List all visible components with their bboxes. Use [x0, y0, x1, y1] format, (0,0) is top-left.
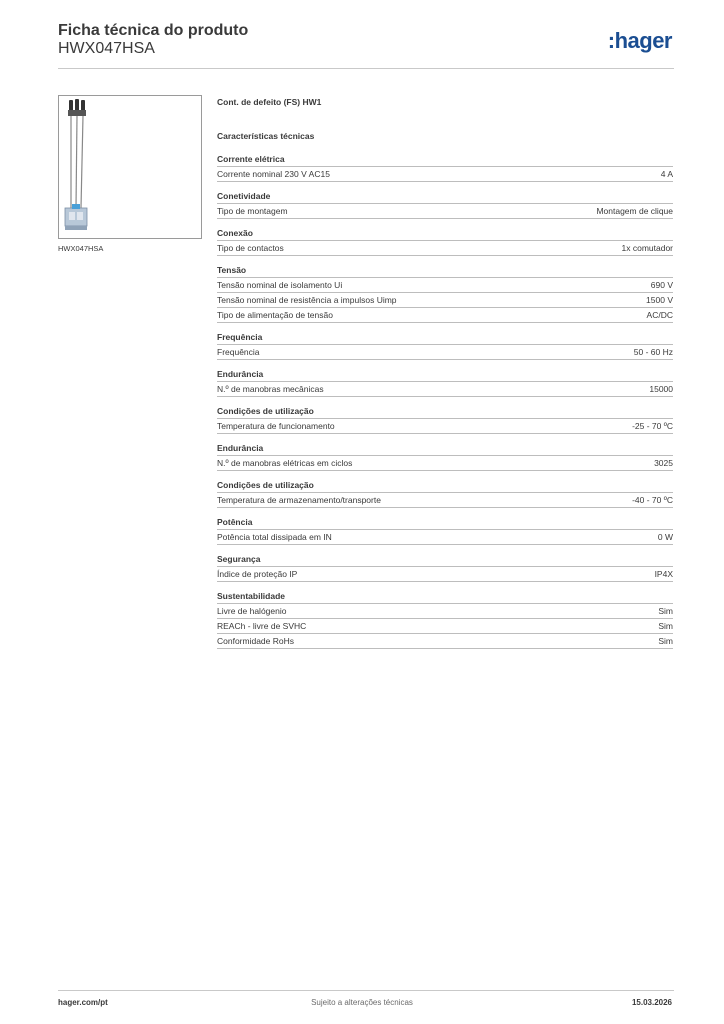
footer-disclaimer: Sujeito a alterações técnicas [311, 998, 413, 1007]
spec-section [217, 227, 673, 256]
spec-row [217, 382, 673, 397]
spec-row [217, 167, 673, 182]
spec-value: 4 A [660, 169, 673, 179]
section-title: Endurância [217, 368, 673, 382]
section-title: Segurança [217, 553, 673, 567]
section-title: Conexão [217, 227, 673, 241]
spec-row [217, 567, 673, 582]
spec-value: -25 - 70 ºC [632, 421, 673, 431]
section-title: Sustentabilidade [217, 590, 673, 604]
logo-text: hager [614, 28, 672, 53]
footer-website-link[interactable]: hager.com/pt [58, 998, 108, 1007]
section-title: Tensão [217, 264, 673, 278]
spec-label: Conformidade RoHs [217, 636, 295, 646]
product-image-caption: HWX047HSA [58, 244, 104, 253]
spec-row [217, 419, 673, 434]
spec-value: Sim [658, 636, 673, 646]
spec-row [217, 530, 673, 545]
hager-logo[interactable]: :hager [607, 28, 672, 53]
characteristics-title: Características técnicas [217, 131, 315, 141]
spec-row [217, 456, 673, 471]
spec-row [217, 278, 673, 293]
spec-row [217, 293, 673, 308]
spec-section [217, 264, 673, 323]
header-divider [58, 68, 674, 69]
page-title: Ficha técnica do produto [58, 22, 249, 39]
product-name: Cont. de defeito (FS) HW1 [217, 97, 322, 107]
section-title: Frequência [217, 331, 673, 345]
spec-value: 690 V [650, 280, 673, 290]
spec-label: N.º de manobras elétricas em ciclos [217, 458, 353, 468]
spec-value: 1x comutador [621, 243, 673, 253]
spec-value: Sim [658, 621, 673, 631]
spec-value: 3025 [654, 458, 673, 468]
spec-value: 15000 [649, 384, 673, 394]
spec-value: 50 - 60 Hz [633, 347, 673, 357]
spec-row [217, 345, 673, 360]
spec-section [217, 516, 673, 545]
spec-sections [217, 153, 673, 649]
footer-date: 15.03.2026 [631, 998, 672, 1007]
spec-value: Sim [658, 606, 673, 616]
spec-label: Corrente nominal 230 V AC15 [217, 169, 330, 179]
spec-label: Temperatura de funcionamento [217, 421, 335, 431]
product-image [58, 95, 202, 239]
spec-value: AC/DC [646, 310, 673, 320]
section-title: Endurância [217, 442, 673, 456]
section-title: Potência [217, 516, 673, 530]
spec-label: Potência total dissipada em IN [217, 532, 332, 542]
spec-row [217, 204, 673, 219]
spec-section [217, 368, 673, 397]
spec-label: Tensão nominal de isolamento Ui [217, 280, 343, 290]
section-title: Corrente elétrica [217, 153, 673, 167]
spec-content [217, 95, 673, 657]
spec-section [217, 479, 673, 508]
spec-row [217, 493, 673, 508]
product-image-illustration [59, 96, 201, 238]
section-title: Condições de utilização [217, 405, 673, 419]
spec-value: -40 - 70 ºC [632, 495, 673, 505]
spec-section [217, 190, 673, 219]
spec-label: REACh - livre de SVHC [217, 621, 307, 631]
spec-section [217, 442, 673, 471]
footer-divider [58, 990, 674, 991]
spec-section [217, 590, 673, 649]
spec-row [217, 308, 673, 323]
spec-label: Tipo de contactos [217, 243, 284, 253]
spec-label: Tipo de alimentação de tensão [217, 310, 333, 320]
spec-row [217, 619, 673, 634]
spec-label: Livre de halógenio [217, 606, 287, 616]
spec-section [217, 331, 673, 360]
spec-section [217, 153, 673, 182]
section-title: Condições de utilização [217, 479, 673, 493]
spec-value: 0 W [657, 532, 673, 542]
spec-value: Montagem de clique [596, 206, 673, 216]
spec-value: 1500 V [646, 295, 673, 305]
spec-label: Temperatura de armazenamento/transporte [217, 495, 381, 505]
product-reference: HWX047HSA [58, 40, 155, 57]
section-title: Conetividade [217, 190, 673, 204]
spec-label: Frequência [217, 347, 260, 357]
spec-row [217, 604, 673, 619]
spec-value: IP4X [654, 569, 673, 579]
spec-section [217, 405, 673, 434]
spec-section [217, 553, 673, 582]
spec-row [217, 241, 673, 256]
spec-row [217, 634, 673, 649]
spec-label: Tipo de montagem [217, 206, 288, 216]
spec-label: Tensão nominal de resistência a impulsos Uimp [217, 295, 397, 305]
spec-label: N.º de manobras mecânicas [217, 384, 324, 394]
spec-label: Índice de proteção IP [217, 569, 298, 579]
